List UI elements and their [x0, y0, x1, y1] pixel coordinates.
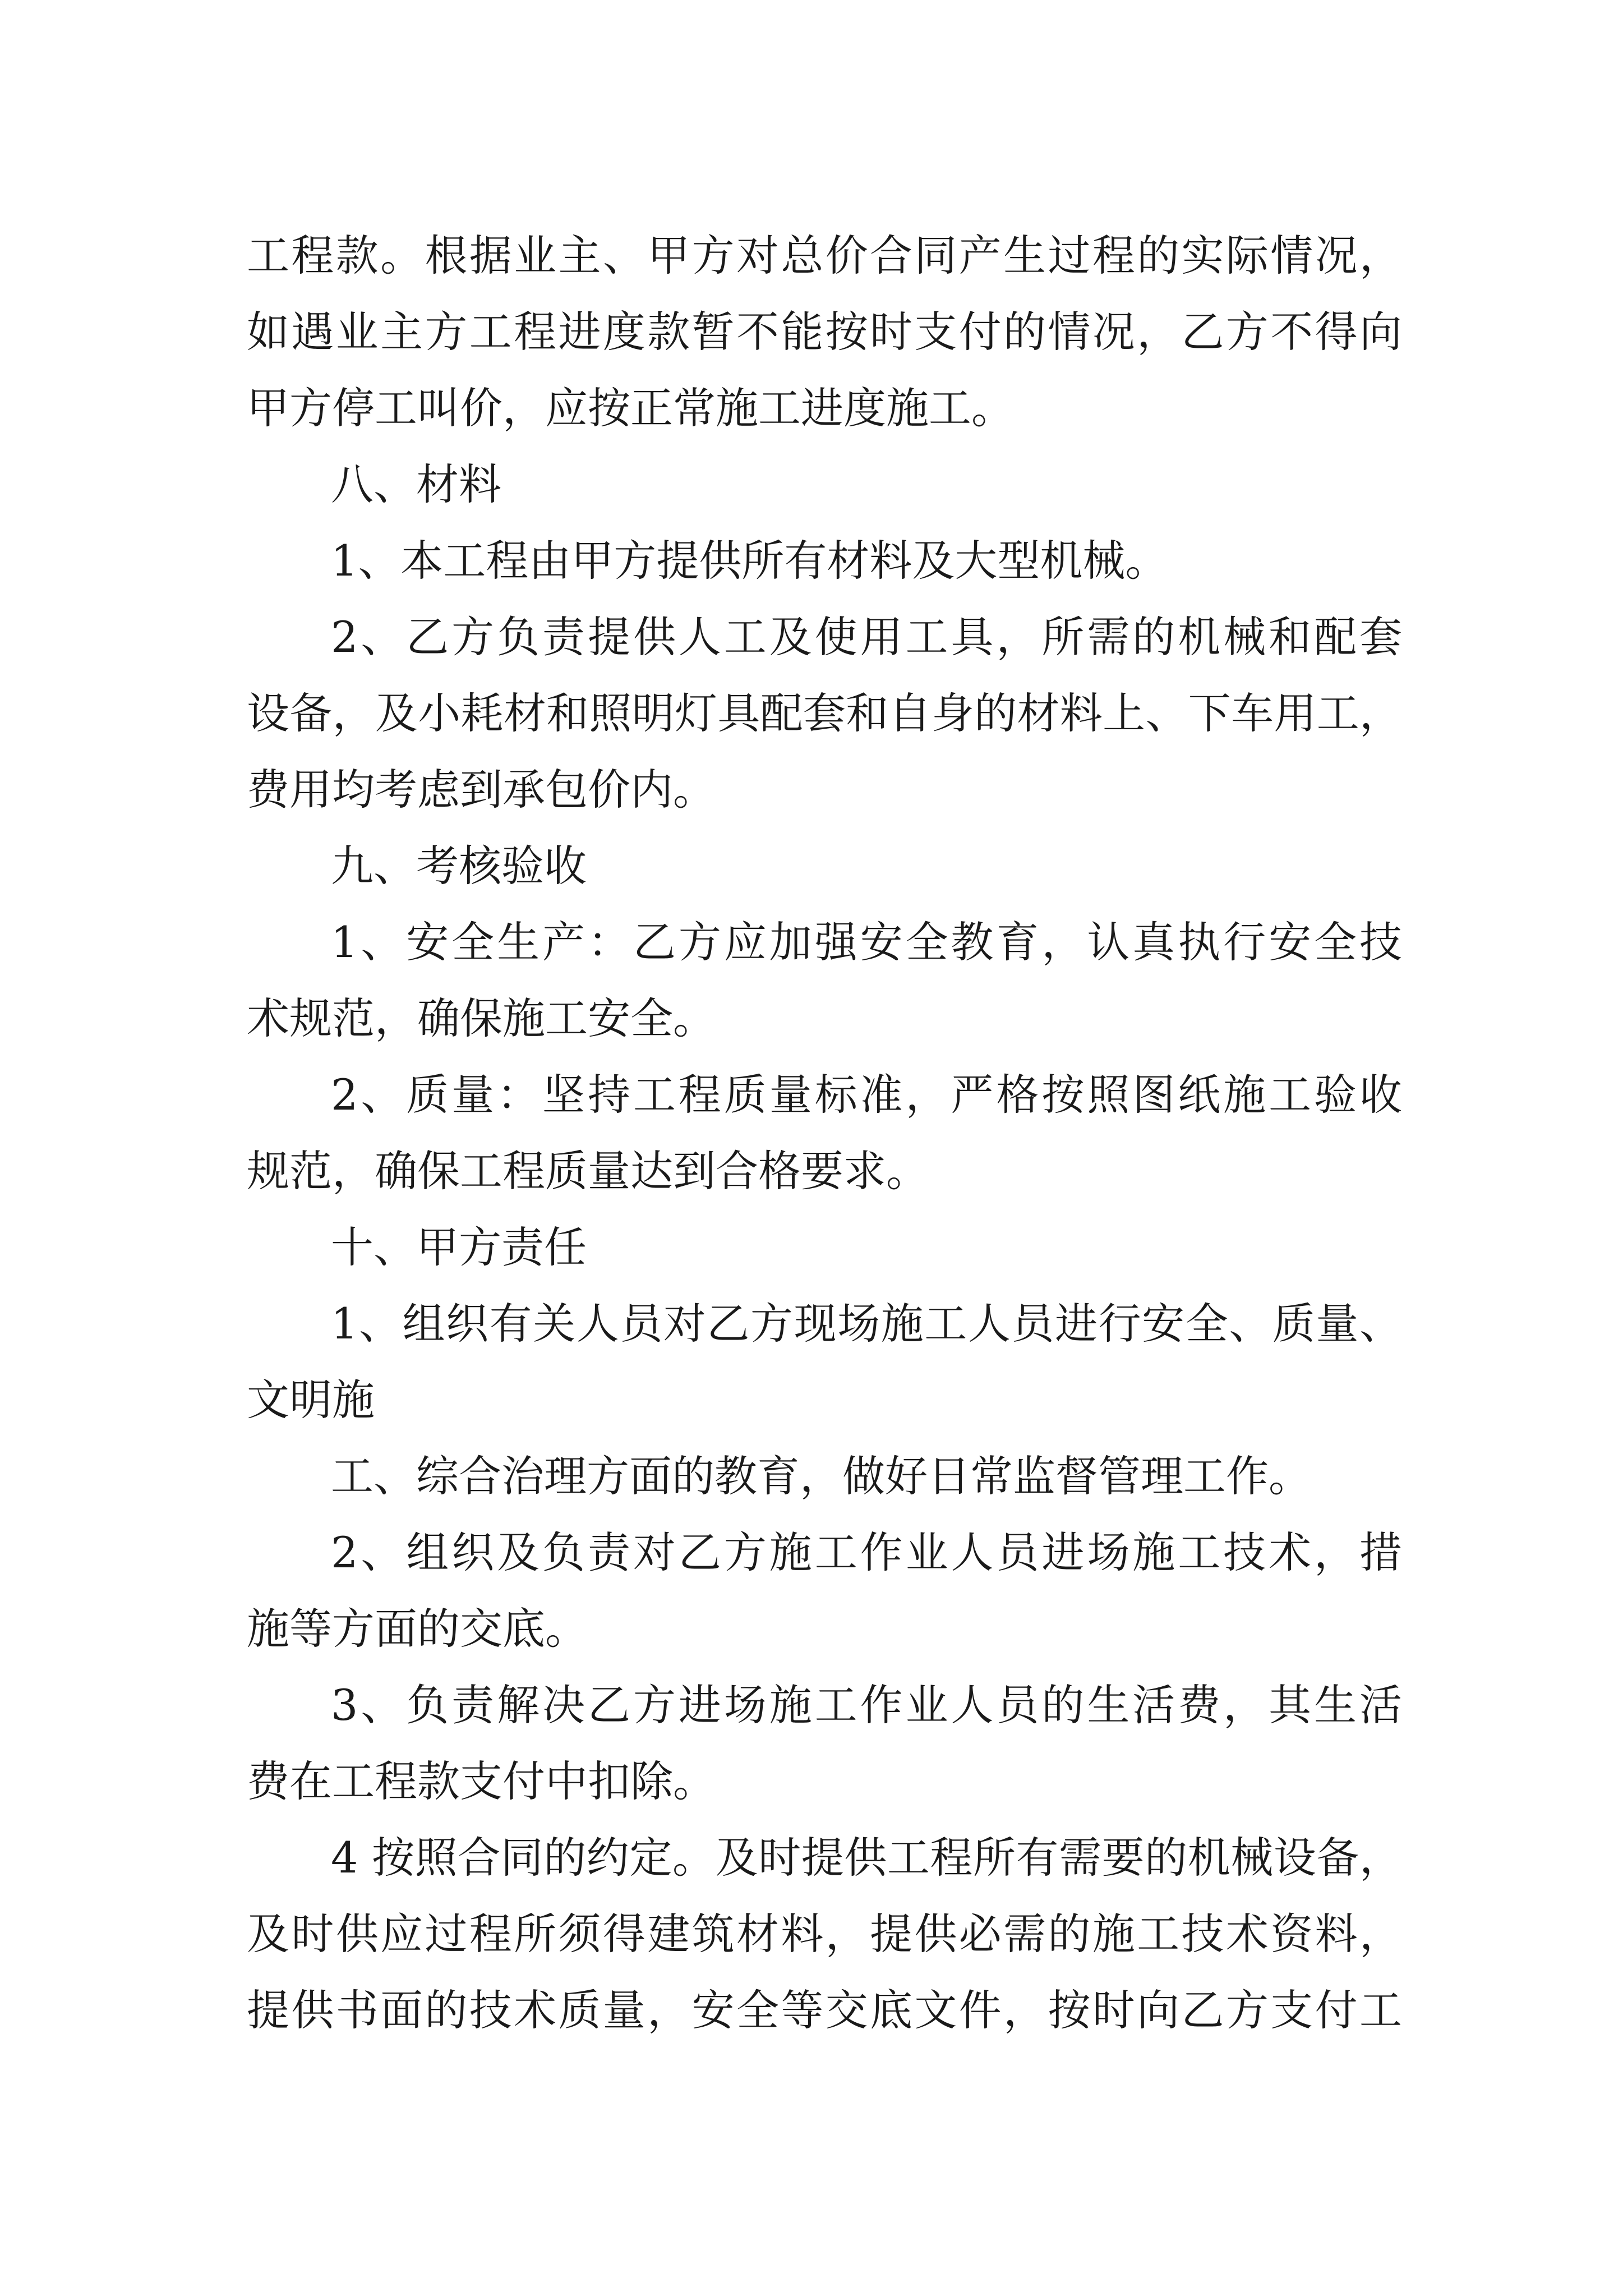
text-line: 2、质量：坚持工程质量标准，严格按照图纸施工验收 [331, 1070, 1402, 1120]
text-line: 设备，及小耗材和照明灯具配套和自身的材料上、下车用工， [247, 688, 1402, 738]
text-line: 甲方停工叫价，应按正常施工进度施工。 [247, 383, 1014, 433]
text-line: 费在工程款支付中扣除。 [247, 1756, 716, 1806]
section-heading: 九、考核验收 [331, 841, 587, 891]
text-line: 及时供应过程所须得建筑材料，提供必需的施工技术资料， [247, 1909, 1402, 1959]
text-line: 1、组织有关人员对乙方现场施工人员进行安全、质量、 [331, 1299, 1402, 1349]
text-line: 3、负责解决乙方进场施工作业人员的生活费，其生活 [331, 1680, 1402, 1730]
text-line: 1、本工程由甲方提供所有材料及大型机械。 [331, 536, 1168, 586]
text-line: 2、乙方负责提供人工及使用工具，所需的机械和配套 [331, 612, 1402, 662]
text-line: 规范，确保工程质量达到合格要求。 [247, 1146, 929, 1196]
text-line: 4 按照合同的约定。及时提供工程所有需要的机械设备， [331, 1833, 1402, 1883]
text-line: 文明施 [247, 1375, 375, 1425]
text-line: 施等方面的交底。 [247, 1604, 588, 1654]
text-line: 术规范，确保施工安全。 [247, 993, 716, 1043]
text-line: 工、综合治理方面的教育，做好日常监督管理工作。 [331, 1451, 1311, 1501]
text-line: 1、安全生产：乙方应加强安全教育，认真执行安全技 [331, 917, 1402, 967]
text-line: 提供书面的技术质量，安全等交底文件，按时向乙方支付工 [247, 1985, 1402, 2035]
text-line: 如遇业主方工程进度款暂不能按时支付的情况，乙方不得向 [247, 307, 1402, 357]
text-line: 费用均考虑到承包价内。 [247, 765, 716, 815]
document-body [247, 218, 1402, 2049]
section-heading: 八、材料 [331, 459, 501, 509]
text-line: 工程款。根据业主、甲方对总价合同产生过程的实际情况， [247, 231, 1402, 280]
text-line: 2、组织及负责对乙方施工作业人员进场施工技术，措 [331, 1527, 1402, 1577]
section-heading: 十、甲方责任 [331, 1222, 587, 1272]
